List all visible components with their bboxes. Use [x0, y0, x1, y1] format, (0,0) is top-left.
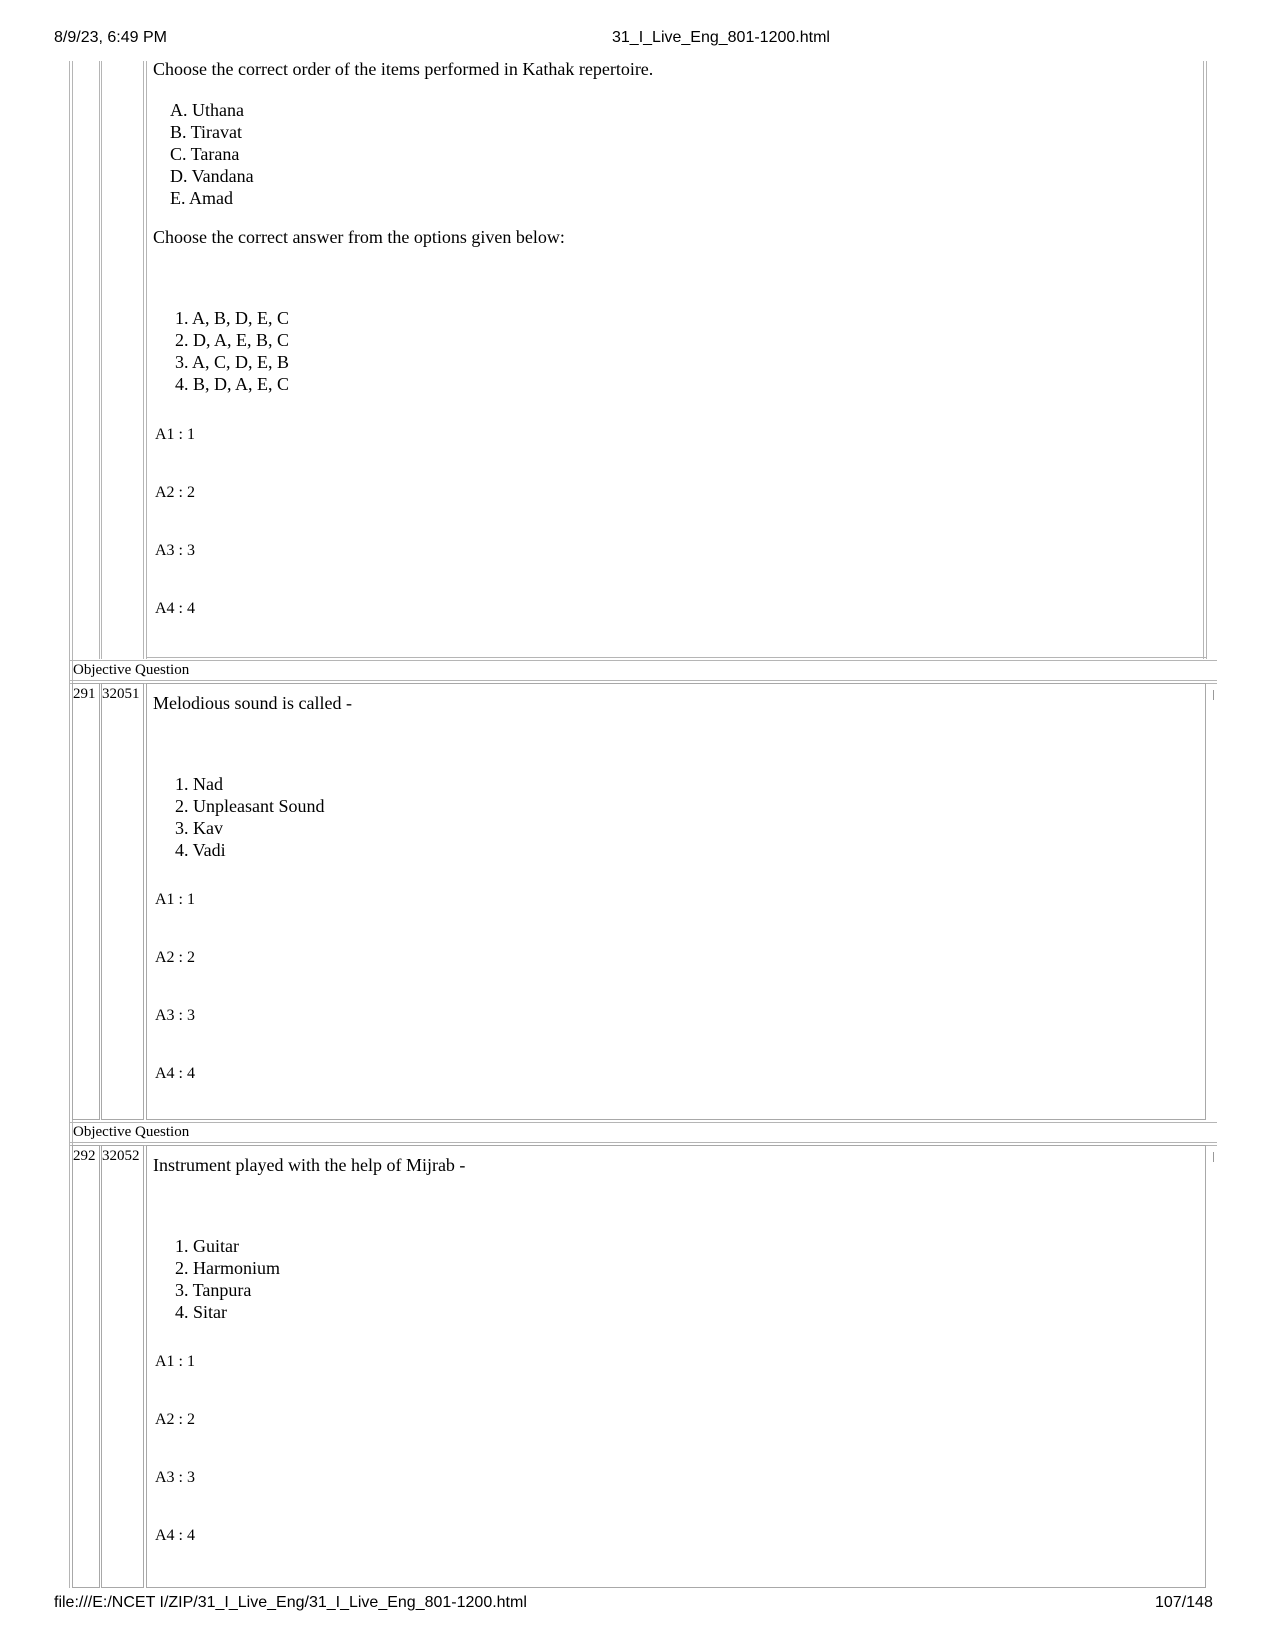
answer-line: A2 : 2: [155, 484, 195, 501]
answer-line: A3 : 3: [155, 1007, 195, 1024]
statement-item: B. Tiravat: [170, 122, 243, 142]
option-item: 4. Vadi: [175, 840, 226, 860]
answer-line: A1 : 1: [155, 426, 195, 443]
option-item: 2. Unpleasant Sound: [175, 796, 325, 816]
answer-line: A4 : 4: [155, 600, 195, 617]
section-label: Objective Question: [73, 662, 190, 678]
option-item: 4. Sitar: [175, 1302, 227, 1322]
page-counter: 107/148: [1155, 1594, 1213, 1611]
option-item: 3. Tanpura: [175, 1280, 252, 1300]
option-list: [175, 1235, 280, 1323]
answer-line: A1 : 1: [155, 891, 195, 908]
answer-line: A2 : 2: [155, 949, 195, 966]
question-text: Melodious sound is called -: [153, 693, 352, 713]
question-text: Instrument played with the help of Mijrab -: [153, 1155, 466, 1175]
option-item: 1. Guitar: [175, 1236, 239, 1256]
file-url: file:///E:/NCET I/ZIP/31_I_Live_Eng/31_I_Live_Eng_801-1200.html: [54, 1594, 527, 1611]
option-list: [175, 773, 324, 861]
statement-item: E. Amad: [170, 188, 233, 208]
option-list: [175, 307, 289, 395]
option-item: 4. B, D, A, E, C: [175, 374, 290, 394]
option-item: 1. A, B, D, E, C: [175, 308, 290, 328]
answer-line: A3 : 3: [155, 1469, 195, 1486]
question-id: 32051: [102, 686, 140, 702]
print-datetime: 8/9/23, 6:49 PM: [54, 29, 167, 46]
option-item: 2. Harmonium: [175, 1258, 280, 1278]
statement-item: A. Uthana: [170, 100, 244, 120]
answer-line: A1 : 1: [155, 1353, 195, 1370]
question-id: 32052: [102, 1148, 140, 1164]
statement-item: C. Tarana: [170, 144, 240, 164]
answer-line: A4 : 4: [155, 1065, 195, 1082]
answer-line: A3 : 3: [155, 542, 195, 559]
question-text: Choose the correct order of the items performed in Kathak repertoire.: [153, 59, 654, 79]
document-title: 31_I_Live_Eng_801-1200.html: [612, 29, 830, 46]
option-item: 3. Kav: [175, 818, 223, 838]
serial-number: 292: [73, 1148, 96, 1164]
option-item: 1. Nad: [175, 774, 223, 794]
statement-item: D. Vandana: [170, 166, 254, 186]
option-item: 3. A, C, D, E, B: [175, 352, 290, 372]
clipped-column-edge: [1213, 1152, 1218, 1162]
clipped-column-edge: [1213, 690, 1218, 700]
instruction-text: Choose the correct answer from the options given below:: [153, 227, 565, 247]
answer-line: A2 : 2: [155, 1411, 195, 1428]
answer-line: A4 : 4: [155, 1527, 195, 1544]
section-label: Objective Question: [73, 1124, 190, 1140]
statement-list: [170, 99, 254, 209]
option-item: 2. D, A, E, B, C: [175, 330, 290, 350]
serial-number: 291: [73, 686, 96, 702]
